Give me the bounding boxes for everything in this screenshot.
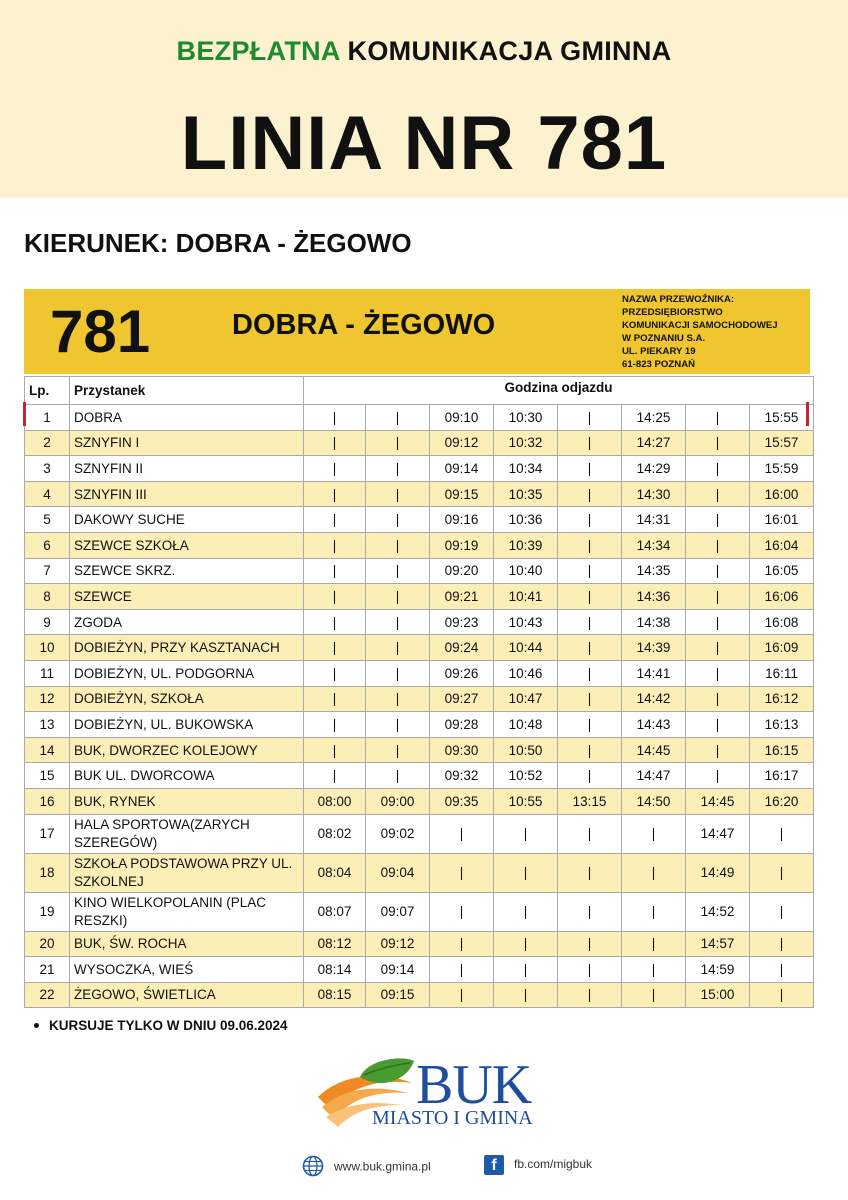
bullet-icon (34, 1023, 39, 1028)
departure-time: | (304, 737, 366, 763)
header (0, 0, 848, 198)
departure-time: | (304, 712, 366, 738)
departure-time: 09:00 (366, 788, 430, 814)
stop-number: 1 (25, 405, 70, 431)
table-row (25, 584, 814, 610)
carrier-line: W POZNANIU S.A. (622, 333, 706, 344)
stop-number: 18 (25, 853, 70, 892)
departure-time: 10:40 (494, 558, 558, 584)
departure-time: 09:15 (366, 982, 430, 1008)
departure-time: 10:39 (494, 532, 558, 558)
departure-time: | (366, 456, 430, 482)
departure-time: 09:23 (430, 609, 494, 635)
stop-name: SZKOŁA PODSTAWOWA PRZY UL. SZKOLNEJ (70, 853, 304, 892)
stop-name: KINO WIELKOPOLANIN (PLAC RESZKI) (70, 892, 304, 931)
departure-time: 16:05 (750, 558, 814, 584)
departure-time: | (304, 609, 366, 635)
route-number: 781 (50, 298, 151, 365)
row-marker-left (23, 402, 26, 426)
departure-time: 09:35 (430, 788, 494, 814)
departure-time: 13:15 (558, 788, 622, 814)
departure-time: | (686, 660, 750, 686)
stop-name: DOBRA (70, 405, 304, 431)
departure-time: | (558, 609, 622, 635)
departure-time: 08:00 (304, 788, 366, 814)
departure-time: 09:04 (366, 853, 430, 892)
departure-time: 10:48 (494, 712, 558, 738)
departure-time: | (366, 405, 430, 431)
stop-number: 9 (25, 609, 70, 635)
departure-time: | (558, 532, 622, 558)
departure-time: 09:12 (430, 430, 494, 456)
departure-time: | (558, 957, 622, 983)
row-marker-right (806, 402, 809, 426)
departure-time: 16:01 (750, 507, 814, 533)
departure-time: 09:02 (366, 814, 430, 853)
departure-time: 08:15 (304, 982, 366, 1008)
departure-time: | (558, 814, 622, 853)
departure-time: 16:09 (750, 635, 814, 661)
stop-name: SZEWCE SZKOŁA (70, 532, 304, 558)
departure-time: | (686, 763, 750, 789)
service-note-text: KURSUJE TYLKO W DNIU 09.06.2024 (49, 1018, 288, 1033)
departure-time: | (430, 957, 494, 983)
departure-time: 10:36 (494, 507, 558, 533)
stop-name: WYSOCZKA, WIEŚ (70, 957, 304, 983)
departure-time: | (558, 853, 622, 892)
departure-time: 10:46 (494, 660, 558, 686)
departure-time: 14:42 (622, 686, 686, 712)
departure-time: | (304, 660, 366, 686)
stop-number: 5 (25, 507, 70, 533)
stop-number: 6 (25, 532, 70, 558)
departure-time: 09:14 (430, 456, 494, 482)
departure-time: 09:28 (430, 712, 494, 738)
stop-name: DOBIEŻYN, UL. BUKOWSKA (70, 712, 304, 738)
departure-time: 14:39 (622, 635, 686, 661)
departure-time: | (304, 456, 366, 482)
stop-name: SZNYFIN II (70, 456, 304, 482)
table-row (25, 660, 814, 686)
stop-number: 10 (25, 635, 70, 661)
departure-time: 10:55 (494, 788, 558, 814)
stop-number: 17 (25, 814, 70, 853)
departure-time: 08:14 (304, 957, 366, 983)
departure-time: 09:20 (430, 558, 494, 584)
departure-time: | (686, 737, 750, 763)
stop-name: SZNYFIN I (70, 430, 304, 456)
departure-time: | (304, 635, 366, 661)
departure-time: 16:06 (750, 584, 814, 610)
departure-time: 10:34 (494, 456, 558, 482)
departure-time: | (558, 763, 622, 789)
stop-number: 11 (25, 660, 70, 686)
departure-time: | (366, 712, 430, 738)
table-row (25, 635, 814, 661)
departure-time: | (686, 532, 750, 558)
stop-number: 7 (25, 558, 70, 584)
logo-subtitle: MIASTO I GMINA (372, 1107, 533, 1129)
departure-time: | (558, 507, 622, 533)
stop-name: DAKOWY SUCHE (70, 507, 304, 533)
departure-time: 16:04 (750, 532, 814, 558)
stop-number: 12 (25, 686, 70, 712)
table-row (25, 957, 814, 983)
header-stop: Przystanek (70, 377, 304, 405)
departure-time: 10:43 (494, 609, 558, 635)
departure-time: 15:55 (750, 405, 814, 431)
departure-time: | (304, 507, 366, 533)
departure-time: | (494, 931, 558, 957)
departure-time: 16:08 (750, 609, 814, 635)
route-banner (24, 289, 810, 374)
departure-time: 14:45 (622, 737, 686, 763)
page-title: LINIA NR 781 (180, 101, 668, 186)
departure-time: | (494, 892, 558, 931)
departure-time: | (304, 430, 366, 456)
stop-name: ZGODA (70, 609, 304, 635)
route-name: DOBRA - ŻEGOWO (232, 309, 496, 341)
departure-time: | (558, 892, 622, 931)
departure-time: | (622, 892, 686, 931)
departure-time: 15:59 (750, 456, 814, 482)
stop-number: 19 (25, 892, 70, 931)
departure-time: 10:30 (494, 405, 558, 431)
table-row (25, 558, 814, 584)
departure-time: | (558, 430, 622, 456)
departure-time: | (304, 763, 366, 789)
stop-number: 14 (25, 737, 70, 763)
departure-time: 16:17 (750, 763, 814, 789)
departure-time: | (304, 532, 366, 558)
departure-time: 14:30 (622, 481, 686, 507)
departure-time: 14:59 (686, 957, 750, 983)
departure-time: | (750, 957, 814, 983)
departure-time: | (750, 892, 814, 931)
stop-name: SZEWCE (70, 584, 304, 610)
departure-time: 16:20 (750, 788, 814, 814)
direction-heading: KIERUNEK: DOBRA - ŻEGOWO (24, 228, 412, 258)
table-row (25, 763, 814, 789)
departure-time: | (366, 584, 430, 610)
departure-time: | (686, 405, 750, 431)
departure-time: | (366, 481, 430, 507)
carrier-line: UL. PIEKARY 19 (622, 346, 696, 357)
departure-time: | (366, 430, 430, 456)
departure-time: | (558, 584, 622, 610)
logo-name: BUK (416, 1054, 532, 1116)
departure-time: 09:26 (430, 660, 494, 686)
table-row (25, 507, 814, 533)
website-link[interactable] (302, 1155, 431, 1180)
departure-time: | (622, 931, 686, 957)
carrier-info (622, 293, 778, 371)
timetable-body (25, 405, 814, 1008)
departure-time: | (304, 558, 366, 584)
departure-time: 14:43 (622, 712, 686, 738)
departure-time: 14:29 (622, 456, 686, 482)
departure-time: | (366, 635, 430, 661)
stop-name: BUK, RYNEK (70, 788, 304, 814)
departure-time: 14:36 (622, 584, 686, 610)
departure-time: | (494, 853, 558, 892)
service-note (34, 1018, 288, 1033)
departure-time: | (622, 853, 686, 892)
departure-time: 09:27 (430, 686, 494, 712)
departure-time: | (366, 507, 430, 533)
departure-time: 10:32 (494, 430, 558, 456)
departure-time: 09:30 (430, 737, 494, 763)
departure-time: 14:41 (622, 660, 686, 686)
departure-time: 08:02 (304, 814, 366, 853)
departure-time: | (558, 635, 622, 661)
departure-time: | (366, 609, 430, 635)
departure-time: 14:47 (686, 814, 750, 853)
departure-time: | (558, 456, 622, 482)
globe-icon (302, 1155, 324, 1180)
stop-number: 3 (25, 456, 70, 482)
departure-time: | (494, 957, 558, 983)
departure-time: 14:34 (622, 532, 686, 558)
carrier-line: NAZWA PRZEWOŹNIKA: (622, 294, 735, 305)
stop-name: SZNYFIN III (70, 481, 304, 507)
stop-name: DOBIEŻYN, UL. PODGORNA (70, 660, 304, 686)
stop-number: 2 (25, 430, 70, 456)
departure-time: | (686, 481, 750, 507)
departure-time: 08:12 (304, 931, 366, 957)
departure-time: | (430, 931, 494, 957)
departure-time: 09:24 (430, 635, 494, 661)
departure-time: | (686, 507, 750, 533)
table-row (25, 712, 814, 738)
departure-time: 16:13 (750, 712, 814, 738)
stop-name: SZEWCE SKRZ. (70, 558, 304, 584)
table-row (25, 405, 814, 431)
table-row (25, 456, 814, 482)
departure-time: | (558, 481, 622, 507)
header-subtitle (0, 36, 848, 67)
departure-time: 10:47 (494, 686, 558, 712)
departure-time: | (304, 481, 366, 507)
departure-time: | (686, 430, 750, 456)
departure-time: 09:07 (366, 892, 430, 931)
departure-time: | (686, 609, 750, 635)
table-row (25, 931, 814, 957)
stop-number: 21 (25, 957, 70, 983)
departure-time: 09:16 (430, 507, 494, 533)
departure-time: 09:10 (430, 405, 494, 431)
departure-time: | (494, 982, 558, 1008)
departure-time: 09:14 (366, 957, 430, 983)
departure-time: 15:00 (686, 982, 750, 1008)
departure-time: 10:50 (494, 737, 558, 763)
departure-time: 10:35 (494, 481, 558, 507)
departure-time: 09:21 (430, 584, 494, 610)
departure-time: | (750, 982, 814, 1008)
stop-number: 16 (25, 788, 70, 814)
departure-time: | (494, 814, 558, 853)
departure-time: | (558, 558, 622, 584)
header-departure-time: Godzina odjazdu (304, 377, 814, 405)
departure-time: 14:31 (622, 507, 686, 533)
stop-number: 13 (25, 712, 70, 738)
departure-time: 14:52 (686, 892, 750, 931)
departure-time: | (366, 660, 430, 686)
departure-time: | (622, 957, 686, 983)
stop-number: 4 (25, 481, 70, 507)
table-row (25, 532, 814, 558)
departure-time: 10:41 (494, 584, 558, 610)
table-row (25, 481, 814, 507)
departure-time: | (366, 532, 430, 558)
header-subtitle-free: BEZPŁATNA (176, 36, 340, 66)
departure-time: 09:12 (366, 931, 430, 957)
departure-time: 16:15 (750, 737, 814, 763)
departure-time: 09:32 (430, 763, 494, 789)
departure-time: | (686, 635, 750, 661)
departure-time: | (558, 982, 622, 1008)
departure-time: | (430, 814, 494, 853)
stop-number: 20 (25, 931, 70, 957)
departure-time: | (686, 584, 750, 610)
table-row (25, 892, 814, 931)
website-text: www.buk.gmina.pl (334, 1159, 431, 1174)
departure-time: 14:47 (622, 763, 686, 789)
departure-time: | (430, 853, 494, 892)
table-row (25, 788, 814, 814)
departure-time: | (366, 558, 430, 584)
departure-time: | (304, 584, 366, 610)
stop-name: BUK, DWORZEC KOLEJOWY (70, 737, 304, 763)
buk-logo (312, 1053, 552, 1133)
facebook-icon: f (484, 1155, 504, 1175)
header-subtitle-rest: KOMUNIKACJA GMINNA (347, 36, 672, 66)
departure-time: | (558, 931, 622, 957)
stop-name: DOBIEŻYN, SZKOŁA (70, 686, 304, 712)
departure-time: | (366, 737, 430, 763)
stop-name: HALA SPORTOWA(ZARYCH SZEREGÓW) (70, 814, 304, 853)
departure-time: | (304, 405, 366, 431)
stop-number: 8 (25, 584, 70, 610)
departure-time: | (558, 405, 622, 431)
departure-time: 15:57 (750, 430, 814, 456)
table-row (25, 814, 814, 853)
departure-time: 14:35 (622, 558, 686, 584)
departure-time: 16:00 (750, 481, 814, 507)
departure-time: | (366, 686, 430, 712)
departure-time: 14:25 (622, 405, 686, 431)
table-row (25, 982, 814, 1008)
table-row (25, 430, 814, 456)
departure-time: 08:07 (304, 892, 366, 931)
departure-time: 08:04 (304, 853, 366, 892)
departure-time: 14:38 (622, 609, 686, 635)
departure-time: 09:19 (430, 532, 494, 558)
table-row (25, 686, 814, 712)
departure-time: | (558, 686, 622, 712)
departure-time: | (622, 814, 686, 853)
departure-time: 10:44 (494, 635, 558, 661)
facebook-link[interactable] (484, 1155, 592, 1175)
stop-number: 15 (25, 763, 70, 789)
table-header-row (25, 377, 814, 405)
stop-name: BUK UL. DWORCOWA (70, 763, 304, 789)
departure-time: | (558, 737, 622, 763)
departure-time: | (686, 456, 750, 482)
table-row (25, 737, 814, 763)
departure-time: | (304, 686, 366, 712)
departure-time: | (686, 558, 750, 584)
departure-time: 14:50 (622, 788, 686, 814)
departure-time: | (686, 712, 750, 738)
departure-time: 09:15 (430, 481, 494, 507)
departure-time: | (366, 763, 430, 789)
departure-time: 14:57 (686, 931, 750, 957)
header-lp: Lp. (25, 377, 70, 405)
departure-time: 16:12 (750, 686, 814, 712)
carrier-line: 61-823 POZNAŃ (622, 359, 696, 370)
stop-name: ŻEGOWO, ŚWIETLICA (70, 982, 304, 1008)
facebook-text: fb.com/migbuk (514, 1157, 593, 1172)
departure-time: | (558, 660, 622, 686)
table-row (25, 609, 814, 635)
timetable (24, 376, 814, 1008)
departure-time: 14:45 (686, 788, 750, 814)
stop-name: BUK, ŚW. ROCHA (70, 931, 304, 957)
table-row (25, 853, 814, 892)
departure-time: 10:52 (494, 763, 558, 789)
stop-name: DOBIEŻYN, PRZY KASZTANACH (70, 635, 304, 661)
departure-time: 14:49 (686, 853, 750, 892)
departure-time: | (686, 686, 750, 712)
departure-time: | (750, 931, 814, 957)
carrier-line: PRZEDSIĘBIORSTWO (622, 307, 723, 318)
departure-time: | (558, 712, 622, 738)
departure-time: | (622, 982, 686, 1008)
departure-time: | (430, 892, 494, 931)
departure-time: 14:27 (622, 430, 686, 456)
carrier-line: KOMUNIKACJI SAMOCHODOWEJ (622, 320, 778, 331)
departure-time: | (430, 982, 494, 1008)
departure-time: 16:11 (750, 660, 814, 686)
departure-time: | (750, 853, 814, 892)
departure-time: | (750, 814, 814, 853)
stop-number: 22 (25, 982, 70, 1008)
